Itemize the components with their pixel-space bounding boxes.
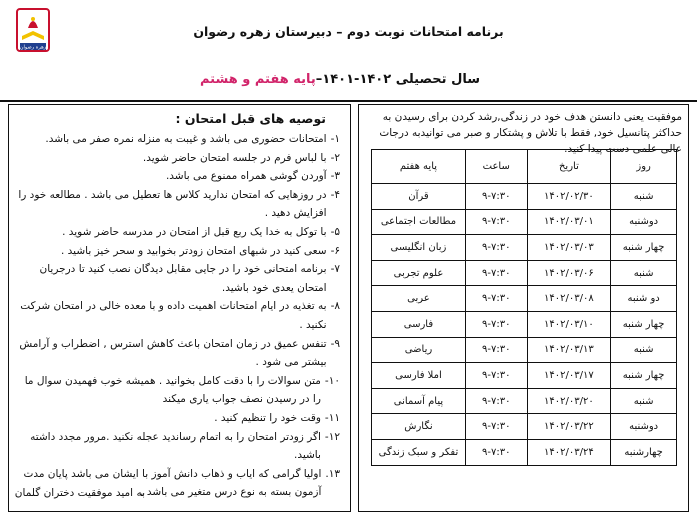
cell-subject: علوم تجربی xyxy=(372,260,466,286)
schedule-panel xyxy=(358,104,689,512)
page-title: برنامه امتحانات نوبت دوم – دبیرستان زهره رضوان xyxy=(193,24,504,39)
tip-text: اگر زودتر امتحان را به اتمام رساندید عجله نکنید .مرور مجدد داشته باشید. xyxy=(30,430,321,462)
tip-text: متن سوالات را با دقت کامل بخوانید . همیشه خوب فهمیدن سوال ما را در رسیدن نصف جواب یاری میکند xyxy=(24,374,321,406)
tip-text: اولیا گرامی که ایاب و ذهاب دانش آموز با ایشان می باشد پایان مدت آزمون بسته به نوع درس متغیر می باشد . xyxy=(23,467,322,499)
tip-number: ۱۰- xyxy=(324,374,340,387)
tip-text: وقت خود را تنظیم کنید . xyxy=(214,411,321,424)
tip-number: ۱- xyxy=(330,133,340,145)
tip-item xyxy=(17,372,340,409)
tip-number: ۹- xyxy=(330,337,340,350)
cell-subject: عربی xyxy=(372,286,466,312)
table-row xyxy=(372,337,677,363)
table-row xyxy=(372,184,677,210)
cell-day: شنبه xyxy=(611,388,677,414)
cell-subject: پیام آسمانی xyxy=(372,388,466,414)
cell-subject: املا فارسی xyxy=(372,363,466,389)
cell-day: شنبه xyxy=(611,260,677,286)
tip-number: ۲- xyxy=(330,151,340,164)
tip-text: با توکل به خدا یک ربع قبل از امتحان در مدرسه حاضر شوید . xyxy=(62,225,327,238)
tips-list xyxy=(14,130,340,502)
cell-subject: تفکر و سبک زندگی xyxy=(372,439,466,465)
header-time: ساعت xyxy=(465,150,527,184)
exam-tips-panel xyxy=(8,104,351,512)
table-row xyxy=(372,414,677,440)
cell-day: دوشنبه xyxy=(611,209,677,235)
tip-item xyxy=(17,223,340,242)
tip-number: ۱۱- xyxy=(324,411,340,424)
header-day: روز xyxy=(611,150,677,184)
cell-time: ۹-۷:۳۰ xyxy=(465,286,527,312)
tip-text: به تغذیه در ایام امتحانات اهمیت داده و با معده خالی در امتحان شرکت نکنید . xyxy=(20,300,327,331)
cell-date: ۱۴۰۲/۰۳/۱۷ xyxy=(527,363,611,389)
cell-subject: فارسی xyxy=(372,311,466,337)
table-header-row xyxy=(372,150,677,184)
cell-date: ۱۴۰۲/۰۳/۱۰ xyxy=(527,311,611,337)
cell-subject: نگارش xyxy=(372,414,466,440)
cell-date: ۱۴۰۲/۰۳/۲۴ xyxy=(527,439,611,465)
header-date: تاریخ xyxy=(527,150,611,184)
cell-day: چهار شنبه xyxy=(611,235,677,261)
cell-subject: مطالعات اجتماعی xyxy=(372,209,466,235)
cell-time: ۹-۷:۳۰ xyxy=(465,311,527,337)
tip-item xyxy=(17,260,340,297)
tip-text: تنفس عمیق در زمان امتحان باعث کاهش استرس , اضطراب و آرامش بیشتر می شود . xyxy=(19,337,327,369)
cell-time: ۹-۷:۳۰ xyxy=(465,363,527,389)
tip-item xyxy=(17,149,340,168)
tip-number: ۴- xyxy=(330,188,340,201)
tip-item xyxy=(17,409,340,428)
table-row xyxy=(372,209,677,235)
tip-item xyxy=(17,297,340,334)
table-row xyxy=(372,439,677,465)
table-row xyxy=(372,235,677,261)
tip-text: با لباس فرم در جلسه امتحان حاضر شوید. xyxy=(142,151,327,164)
cell-day: دو شنبه xyxy=(611,286,677,312)
table-row xyxy=(372,286,677,312)
cell-time: ۹-۷:۳۰ xyxy=(465,337,527,363)
grade-highlight: پایه هفتم و هشتم xyxy=(199,72,316,87)
tip-item xyxy=(17,186,340,223)
tip-text: آوردن گوشی همراه ممنوع می باشد. xyxy=(165,170,327,183)
cell-time: ۹-۷:۳۰ xyxy=(465,439,527,465)
motivational-quote: موفقیت یعنی دانستن هدف خود در زندگی,رشد کردن برای رسیدن به حداکثر پتانسیل خود, فقط با تلاش و پشتکار و صبر می توانیدبه درجات عالی علمی دست پیدا کنید. xyxy=(379,111,682,155)
cell-time: ۹-۷:۳۰ xyxy=(465,184,527,210)
school-year-subtitle xyxy=(170,72,510,87)
cell-day: شنبه xyxy=(611,184,677,210)
tips-title: توصیه های قبل امتحان : xyxy=(175,111,326,126)
tip-item xyxy=(17,130,340,149)
cell-time: ۹-۷:۳۰ xyxy=(465,388,527,414)
cell-time: ۹-۷:۳۰ xyxy=(465,209,527,235)
cell-subject: زبان انگلیسی xyxy=(372,235,466,261)
tip-number: ۵- xyxy=(330,225,340,238)
tip-number: ۷- xyxy=(330,263,340,276)
tip-item xyxy=(17,242,340,261)
table-row xyxy=(372,311,677,337)
cell-date: ۱۴۰۲/۰۲/۳۰ xyxy=(527,184,611,210)
cell-day: چهارشنبه xyxy=(611,439,677,465)
header-grade: پایه هفتم xyxy=(372,150,466,184)
cell-time: ۹-۷:۳۰ xyxy=(465,260,527,286)
tip-text: برنامه امتحانی خود را در جایی مقابل دیدگان نصب کنید تا درجریان امتحان یعدی خود باشید. xyxy=(39,263,327,294)
tip-number: ۱۲- xyxy=(324,430,340,443)
signature: به امید موفقیت دختران گلمان xyxy=(14,487,145,499)
cell-date: ۱۴۰۲/۰۳/۱۳ xyxy=(527,337,611,363)
tip-item xyxy=(17,428,340,465)
cell-day: دوشنبه xyxy=(611,414,677,440)
table-row xyxy=(372,363,677,389)
header-divider xyxy=(0,100,697,102)
cell-day: چهار شنبه xyxy=(611,363,677,389)
cell-time: ۹-۷:۳۰ xyxy=(465,235,527,261)
cell-date: ۱۴۰۲/۰۳/۰۸ xyxy=(527,286,611,312)
tip-number: ۸- xyxy=(330,300,340,313)
cell-time: ۹-۷:۳۰ xyxy=(465,414,527,440)
tip-number: ۶- xyxy=(330,244,340,257)
exam-schedule-table xyxy=(371,149,677,466)
subtitle-prefix: سال تحصیلی ۱۴۰۲-۱۴۰۱– xyxy=(315,72,481,87)
cell-subject: قرآن xyxy=(372,184,466,210)
tip-text: سعی کنید در شبهای امتحان زودتر بخوابید و سحر خیز باشید . xyxy=(61,244,327,257)
cell-date: ۱۴۰۲/۰۳/۲۲ xyxy=(527,414,611,440)
cell-day: چهار شنبه xyxy=(611,311,677,337)
tip-number: ۳- xyxy=(330,170,340,183)
cell-day: شنبه xyxy=(611,337,677,363)
cell-date: ۱۴۰۲/۰۳/۰۶ xyxy=(527,260,611,286)
cell-date: ۱۴۰۲/۰۳/۲۰ xyxy=(527,388,611,414)
cell-date: ۱۴۰۲/۰۳/۰۱ xyxy=(527,209,611,235)
tip-text: در روزهایی که امتحان ندارید کلاس ها تعطیل می باشد . مطالعه خود را افزایش دهید . xyxy=(18,188,327,220)
tip-item xyxy=(17,167,340,186)
tip-text: امتحانات حضوری می باشد و غیبت به منزله نمره صفر می باشد. xyxy=(45,133,327,145)
cell-subject: ریاضی xyxy=(372,337,466,363)
cell-date: ۱۴۰۲/۰۳/۰۳ xyxy=(527,235,611,261)
table-row xyxy=(372,388,677,414)
tip-item xyxy=(17,335,340,372)
schedule-body xyxy=(372,184,677,466)
logo-label: زهره رضوان xyxy=(19,44,47,51)
table-row xyxy=(372,260,677,286)
tip-number: ۱۳. xyxy=(325,467,340,480)
